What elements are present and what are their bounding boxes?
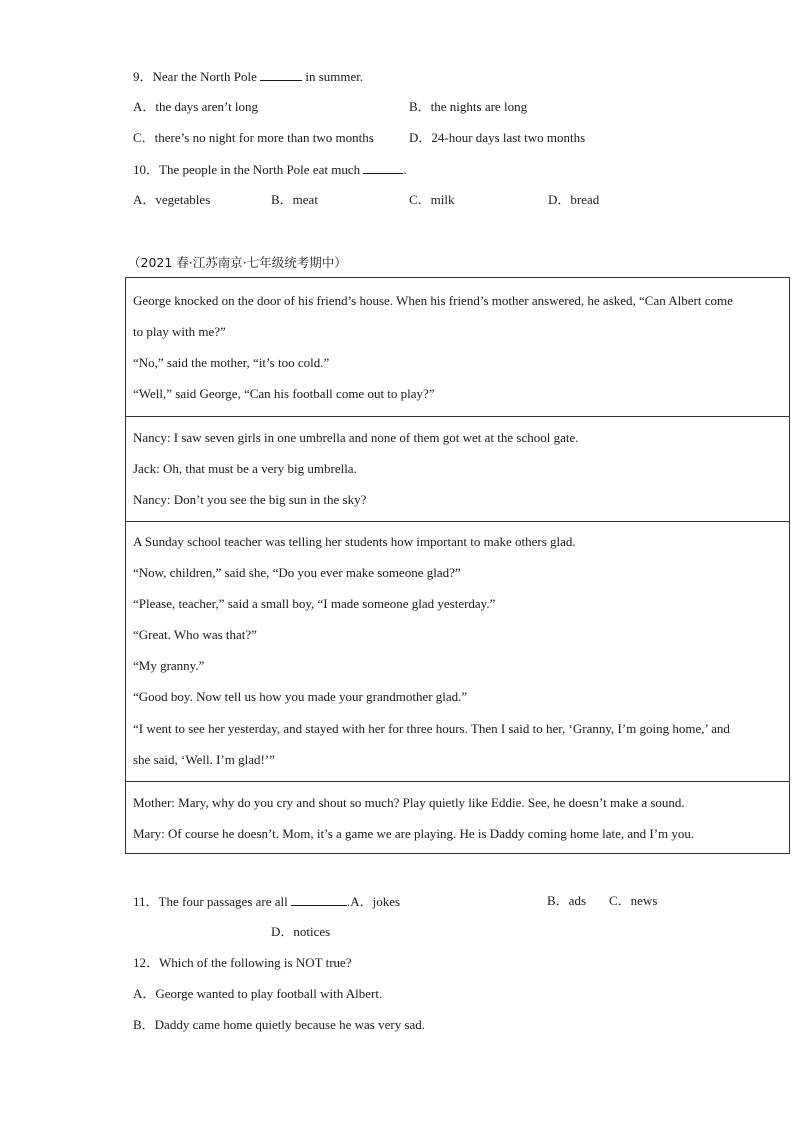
answer-blank[interactable] (363, 161, 403, 174)
question-10-option-d: D．bread (548, 192, 600, 207)
question-9-option-d: D．24-hour days last two months (409, 130, 586, 145)
passage-4: Mother: Mary, why do you cry and shout so much? Play quietly like Eddie. See, he doesn’t make a sound. Mary: Of course he doesn’t. Mom, it’s a game we are playing. He is Daddy coming home late, and I’m you. (126, 781, 789, 853)
question-9-option-c: C．there’s no night for more than two months (133, 130, 374, 145)
answer-blank[interactable] (260, 68, 302, 81)
question-9-option-b: B．the nights are long (409, 99, 528, 114)
question-11-option-a: .A．jokes (347, 894, 401, 909)
question-11-option-d: D．notices (271, 924, 331, 939)
source-label: （2021 春·江苏南京·七年级统考期中） (128, 255, 347, 270)
passage-2: Nancy: I saw seven girls in one umbrella and none of them got wet at the school gate. Jack: Oh, that must be a very big umbrella. Nancy: Don’t you see the big sun in the sky? (126, 416, 789, 521)
question-9-stem: 9．Near the North Pole in summer. (133, 69, 364, 84)
question-10-option-a: A．vegetables (133, 192, 211, 207)
question-12-option-b: B．Daddy came home quietly because he was very sad. (133, 1017, 426, 1032)
answer-blank[interactable] (291, 893, 347, 906)
question-10-option-b: B．meat (271, 192, 318, 207)
question-11-option-b: B．ads (547, 893, 587, 908)
question-12-option-a: A．George wanted to play football with Albert. (133, 986, 383, 1001)
question-9-option-a: A．the days aren’t long (133, 99, 259, 114)
question-11-stem: 11．The four passages are all .A．jokes (133, 894, 401, 909)
question-12-stem: 12．Which of the following is NOT true? (133, 955, 352, 970)
passages-table (125, 277, 790, 854)
passage-3: A Sunday school teacher was telling her students how important to make others glad. “Now, children,” said she, “Do you ever make someone glad?” “Please, teacher,” said a small boy, “I made someone glad yesterday.” “Great. Who was that?” “My granny.” “Good boy. Now tell us how you made your grandmother glad.” “I went to see her yesterday, and stayed with her for three hours. Then I said to her, ‘Granny, I’m going home,’ and she said, ‘Well. I’m glad!’” (126, 521, 789, 781)
passage-1: George knocked on the door of his friend’s house. When his friend’s mother answered, he asked, “Can Albert come to play with me?” “No,” said the mother, “it’s too cold.” “Well,” said George, “Can his football come out to play?” (133, 293, 733, 401)
question-10-stem: 10．The people in the North Pole eat much . (133, 162, 407, 177)
question-11-option-c: C．news (609, 893, 658, 908)
question-10-option-c: C．milk (409, 192, 455, 207)
